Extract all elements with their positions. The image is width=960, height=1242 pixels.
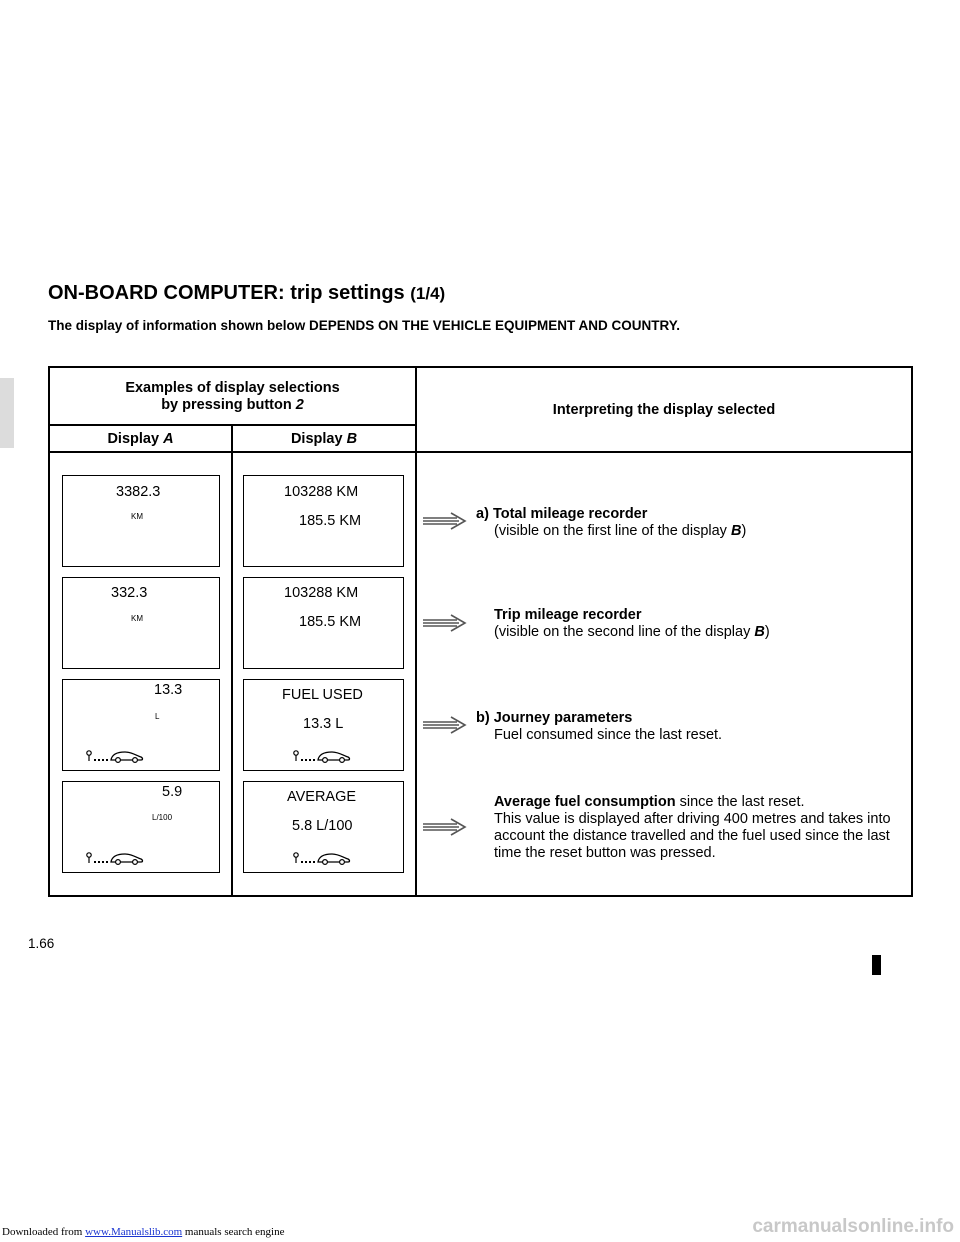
display-b-line1: 103288 KM [284, 484, 359, 500]
display-a-unit: KM [131, 614, 143, 623]
intro-text: The display of information shown below DEPENDS ON THE VEHICLE EQUIPMENT AND COUNTRY. [48, 318, 681, 333]
row2-text-end: ) [764, 624, 770, 640]
display-a-unit: L [155, 712, 160, 721]
display-a-screen [62, 679, 220, 771]
header-interpreting: Interpreting the display selected [552, 402, 776, 418]
page-title-sub: (1/4) [410, 284, 446, 303]
row1-text-main: (visible on the first line of the display [494, 523, 731, 539]
row1-description [476, 506, 916, 540]
row4-heading-tail: since the last reset. [675, 794, 805, 810]
row1-heading-line [476, 506, 916, 523]
header-examples-line2 [50, 397, 415, 414]
header-display-a-letter: A [163, 431, 174, 447]
header-display-b-label: Display [290, 431, 343, 447]
display-b-screen [243, 679, 404, 771]
display-table [48, 366, 913, 897]
trip-car-icon [292, 748, 352, 764]
page-title [48, 282, 445, 305]
row4-description [494, 794, 916, 862]
footer-prefix: Downloaded from [2, 1226, 86, 1238]
row3-description [476, 710, 916, 744]
row1-text-letter: B [730, 523, 742, 539]
arrow-icon [421, 612, 469, 634]
display-b-line1: AVERAGE [287, 789, 357, 805]
header-display-a [50, 431, 231, 447]
display-b-screen [243, 475, 404, 567]
row3-heading-line [476, 710, 916, 727]
row1-text-end: ) [741, 523, 747, 539]
display-b-line2: 5.8 L/100 [292, 818, 353, 834]
row2-text-letter: B [754, 624, 765, 640]
trip-car-icon [292, 850, 352, 866]
page-marker [872, 955, 881, 975]
footer-suffix: manuals search engine [182, 1226, 285, 1238]
row4-heading: Average fuel consumption [494, 794, 676, 810]
display-a-screen [62, 475, 220, 567]
display-a-value: 13.3 [154, 682, 183, 698]
row3-heading: Journey parameters [493, 710, 633, 726]
table-divider-subheader [50, 424, 415, 426]
row2-heading-line [494, 607, 916, 624]
display-a-screen [62, 577, 220, 669]
arrow-icon [421, 714, 469, 736]
table-divider-ab [231, 424, 233, 895]
display-a-value: 3382.3 [116, 484, 161, 500]
download-footer [2, 1226, 284, 1238]
row4-text: This value is displayed after driving 400 metres and takes into account the distance travelled and the fuel used since the last time the reset button was pressed. [494, 811, 891, 861]
row2-text [494, 624, 916, 641]
header-examples-line1: Examples of display selections [125, 380, 340, 396]
display-b-line2: 185.5 KM [299, 513, 362, 529]
row3-text: Fuel consumed since the last reset. [494, 727, 723, 743]
manualslib-link[interactable]: www.Manualslib.com [85, 1226, 183, 1238]
watermark: carmanualsonline.info [752, 1216, 954, 1237]
table-divider-interpret [415, 368, 417, 895]
table-divider-header [50, 451, 911, 453]
trip-car-icon [85, 748, 145, 764]
row1-text [476, 523, 916, 540]
display-a-value: 332.3 [111, 585, 148, 601]
trip-car-icon [85, 850, 145, 866]
display-b-line1: 103288 KM [284, 585, 359, 601]
row3-prefix: b) [476, 710, 490, 726]
section-tab [0, 378, 14, 448]
display-b-screen [243, 577, 404, 669]
header-display-b-letter: B [346, 431, 358, 447]
display-a-unit: L/100 [152, 813, 173, 822]
display-b-line2: 185.5 KM [299, 614, 362, 630]
header-examples [50, 380, 415, 414]
page-title-main: ON-BOARD COMPUTER: trip settings [48, 282, 405, 304]
row2-heading: Trip mileage recorder [494, 607, 642, 623]
row2-text-main: (visible on the second line of the display [494, 624, 755, 640]
row2-description [494, 607, 916, 641]
page-number: 1.66 [28, 936, 55, 951]
row1-heading: Total mileage recorder [492, 506, 648, 522]
display-b-line1: FUEL USED [282, 687, 363, 703]
header-examples-line2-text: by pressing button [161, 397, 292, 413]
display-b-line2: 13.3 L [303, 716, 344, 732]
header-display-a-label: Display [107, 431, 160, 447]
display-a-value: 5.9 [162, 784, 183, 800]
arrow-icon [421, 816, 469, 838]
display-a-unit: KM [131, 512, 143, 521]
header-display-b [233, 431, 415, 447]
display-a-screen [62, 781, 220, 873]
row1-prefix: a) [476, 506, 489, 522]
button-number: 2 [295, 397, 304, 413]
display-b-screen [243, 781, 404, 873]
row4-heading-line [494, 794, 916, 811]
arrow-icon [421, 510, 469, 532]
